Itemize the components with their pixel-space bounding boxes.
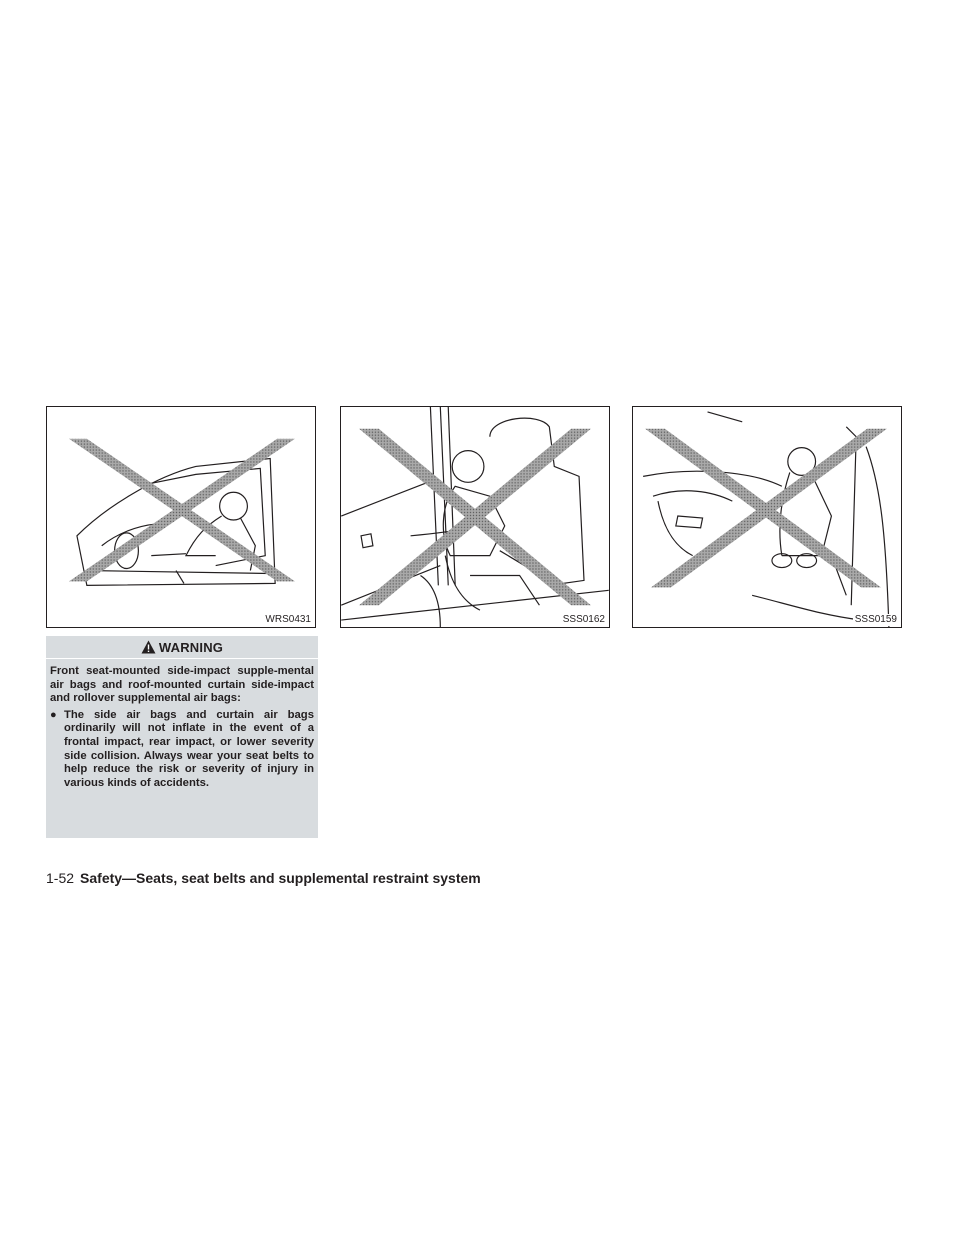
- warning-bullet: [50, 709, 314, 791]
- warning-box: [46, 636, 318, 838]
- section-title: Safety—Seats, seat belts and supplemental restraint system: [80, 870, 481, 886]
- cross-out-mark: [359, 429, 591, 605]
- figure-code: SSS0162: [562, 614, 605, 625]
- warning-intro: Front seat-mounted side-impact supple-mental air bags and roof-mounted curtain side-impact and rollover supplemental air bags:: [50, 665, 314, 705]
- cross-out-mark: [645, 429, 887, 588]
- illustration-feet-dashboard: [633, 407, 901, 627]
- figure-feet-dashboard: [632, 406, 902, 628]
- warning-bullet-text: The side air bags and curtain air bags ordinarily will not inflate in the event of a frontal impact, rear impact, or lower severity side collision. Always wear your seat belts to help reduce the risk or severity of injury in various kinds of accidents.: [64, 708, 314, 789]
- illustration-child-seat: [341, 407, 609, 627]
- warning-heading: [46, 636, 318, 659]
- warning-body: [46, 659, 318, 790]
- figure-driver-window: [46, 406, 316, 628]
- page-footer: [46, 870, 481, 886]
- illustration-driver-window: [47, 407, 315, 627]
- figure-code: WRS0431: [265, 614, 311, 625]
- bullet-icon: ●: [50, 708, 57, 721]
- figure-child-seat: [340, 406, 610, 628]
- warning-heading-text: WARNING: [158, 639, 224, 655]
- warning-triangle-icon: [141, 640, 156, 654]
- cross-out-mark: [69, 439, 295, 582]
- page-number: 1-52: [46, 870, 75, 886]
- figure-code: SSS0159: [854, 614, 897, 625]
